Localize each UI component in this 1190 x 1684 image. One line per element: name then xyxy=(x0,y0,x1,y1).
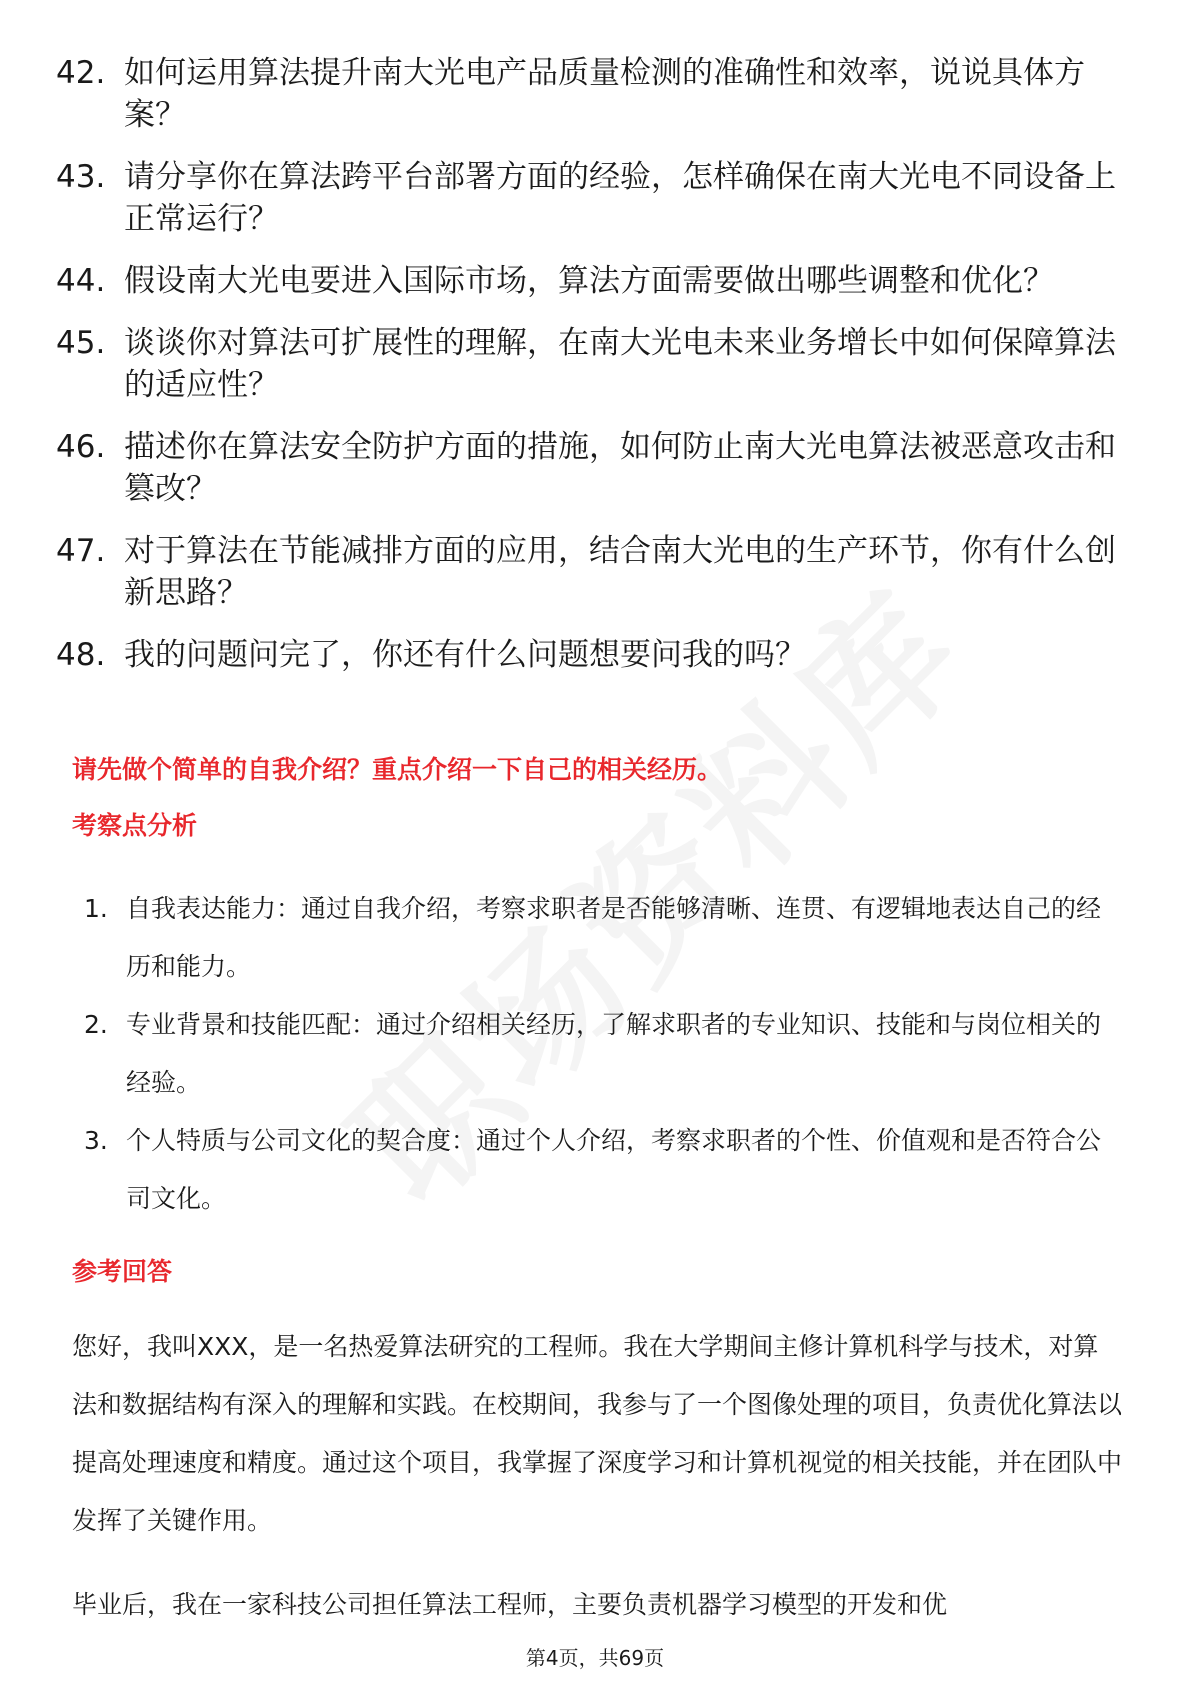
answer-heading: 参考回答 xyxy=(72,1257,173,1286)
point-text: 个人特质与公司文化的契合度：通过个人介绍，考察求职者的个性、价值观和是否符合公司文化。 xyxy=(126,1126,1102,1213)
page-footer: 第4页，共69页 xyxy=(525,1646,665,1670)
question-text: 如何运用算法提升南大光电产品质量检测的准确性和效率，说说具体方案？ xyxy=(124,55,1085,133)
question-number: 46. xyxy=(56,429,106,465)
answer-paragraph: 毕业后，我在一家科技公司担任算法工程师，主要负责机器学习模型的开发和优 xyxy=(72,1590,948,1619)
question-item xyxy=(56,530,1136,614)
question-item xyxy=(56,322,1136,406)
analysis-points xyxy=(84,880,1124,1228)
question-item xyxy=(56,260,1136,302)
question-text: 请分享你在算法跨平台部署方面的经验，怎样确保在南大光电不同设备上正常运行？ xyxy=(124,159,1116,237)
analysis-point xyxy=(84,996,1124,1112)
question-number: 44. xyxy=(56,263,106,299)
analysis-heading: 考察点分析 xyxy=(72,811,198,840)
answer-paragraph: 您好，我叫XXX，是一名热爱算法研究的工程师。我在大学期间主修计算机科学与技术，对算法和数据结构有深入的理解和实践。在校期间，我参与了一个图像处理的项目，负责优化算法以提高处理速度和精度。通过这个项目，我掌握了深度学习和计算机视觉的相关技能，并在团队中发挥了关键作用。 xyxy=(72,1332,1123,1535)
question-text: 我的问题问完了，你还有什么问题想要问我的吗？ xyxy=(124,637,806,673)
interview-question-title: 请先做个简单的自我介绍？重点介绍一下自己的相关经历。 xyxy=(72,755,723,784)
question-number: 48. xyxy=(56,637,106,673)
point-text: 自我表达能力：通过自我介绍，考察求职者是否能够清晰、连贯、有逻辑地表达自己的经历和能力。 xyxy=(126,894,1102,981)
question-item xyxy=(56,426,1136,510)
question-number: 47. xyxy=(56,533,106,569)
question-item xyxy=(56,52,1136,136)
question-item xyxy=(56,634,1136,676)
question-text: 谈谈你对算法可扩展性的理解，在南大光电未来业务增长中如何保障算法的适应性？ xyxy=(124,325,1116,403)
point-number: 3. xyxy=(84,1126,108,1155)
question-item xyxy=(56,156,1136,240)
analysis-point xyxy=(84,880,1124,996)
question-number: 42. xyxy=(56,55,106,91)
question-text: 对于算法在节能减排方面的应用，结合南大光电的生产环节，你有什么创新思路？ xyxy=(124,533,1116,611)
point-text: 专业背景和技能匹配：通过介绍相关经历，了解求职者的专业知识、技能和与岗位相关的经验。 xyxy=(126,1010,1102,1097)
question-text: 假设南大光电要进入国际市场，算法方面需要做出哪些调整和优化？ xyxy=(124,263,1054,299)
point-number: 2. xyxy=(84,1010,108,1039)
question-number: 45. xyxy=(56,325,106,361)
point-number: 1. xyxy=(84,894,108,923)
question-list xyxy=(56,52,1136,696)
question-text: 描述你在算法安全防护方面的措施，如何防止南大光电算法被恶意攻击和篡改？ xyxy=(124,429,1116,507)
analysis-point xyxy=(84,1112,1124,1228)
question-number: 43. xyxy=(56,159,106,195)
